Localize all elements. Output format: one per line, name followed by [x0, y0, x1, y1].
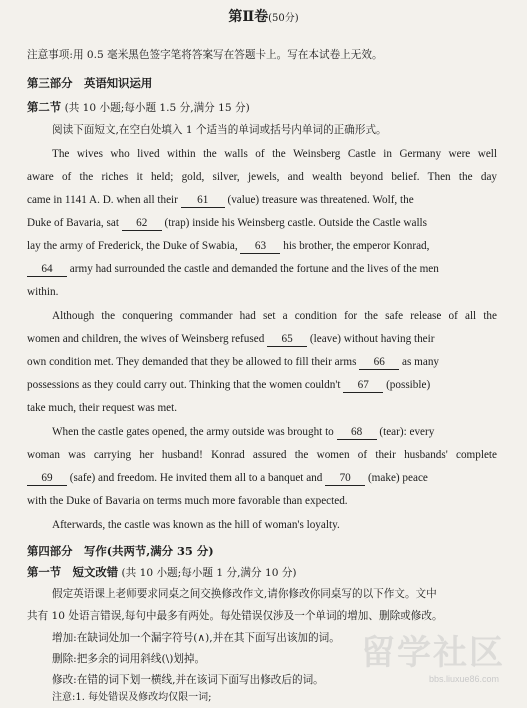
- passage-text: women and children, the wives of Weinsberg refused: [27, 333, 265, 345]
- blank-63: 63: [240, 239, 280, 254]
- notice-text: 注意事项:用 0.5 毫米黑色签字笔将答案写在答题卡上。写在本试卷上无效。: [27, 49, 383, 61]
- blank-65: 65: [267, 332, 307, 347]
- section-title: 第二节: [27, 100, 62, 114]
- passage-line: [27, 378, 497, 393]
- part3-section: [27, 100, 497, 115]
- blank-69: 69: [27, 471, 67, 486]
- passage-line: Afterwards, the castle was known as the hill of woman's loyalty.: [52, 519, 340, 531]
- paper-title: 第Ⅱ卷: [228, 9, 269, 25]
- passage-text: (value) treasure was threatened. Wolf, the: [227, 194, 414, 206]
- instruction-note-1: 注意:1. 每处错误及修改均仅限一词;: [52, 692, 212, 703]
- blank-66: 66: [359, 355, 399, 370]
- instruction-add: 增加:在缺词处加一个漏字符号(∧),并在其下面写出该加的词。: [52, 632, 340, 644]
- blank-67: 67: [343, 378, 383, 393]
- passage-line: Although the conquering commander had set a condition for the safe release of all the: [52, 310, 497, 322]
- blank-64: 64: [27, 262, 67, 277]
- instruction-line: 共有 10 处语言错误,每句中最多有两处。每处错误仅涉及一个单词的增加、删除或修改。: [27, 610, 443, 622]
- instruction-line: 假定英语课上老师要求同桌之间交换修改作文,请你修改你同桌写的以下作文。文中: [52, 588, 437, 600]
- passage-text: came in 1141 A. D. when all their: [27, 194, 178, 206]
- instruction-modify: 修改:在错的词下划一横线,并在该词下面写出修改后的词。: [52, 674, 324, 686]
- passage-line: [27, 193, 497, 208]
- passage-line: within.: [27, 286, 59, 298]
- part4-heading: 第四部分 写作(共两节,满分 35 分): [27, 544, 214, 558]
- watermark-logo: 留学社区: [361, 633, 505, 673]
- passage-line: [27, 262, 497, 277]
- instruction-delete: 删除:把多余的词用斜线(\)划掉。: [52, 653, 206, 665]
- passage-text: (make) peace: [367, 472, 428, 484]
- passage-text: lay the army of Frederick, the Duke of Swabia,: [27, 240, 238, 252]
- section-info: (共 10 小题;每小题 1 分,满分 10 分): [121, 567, 297, 579]
- passage-line: [27, 239, 497, 254]
- passage-line: [27, 471, 497, 486]
- blank-68: 68: [337, 425, 377, 440]
- paper-score: (50分): [268, 13, 299, 24]
- part3-instruction: 阅读下面短文,在空白处填入 1 个适当的单词或括号内单词的正确形式。: [52, 124, 387, 136]
- passage-text: (trap) inside his Weinsberg castle. Outside the Castle walls: [164, 217, 428, 229]
- section-title: 第一节 短文改错: [27, 565, 119, 579]
- passage-text: When the castle gates opened, the army outside was brought to: [52, 426, 334, 438]
- section-info: (共 10 小题;每小题 1.5 分,满分 15 分): [64, 102, 250, 114]
- passage-text: his brother, the emperor Konrad,: [283, 240, 430, 252]
- passage-text: possessions as they could carry out. Thinking that the women couldn't: [27, 379, 341, 391]
- blank-62: 62: [122, 216, 162, 231]
- passage-line: [27, 216, 497, 231]
- passage-text: as many: [402, 356, 440, 368]
- passage-line: [27, 355, 497, 370]
- passage-line: The wives who lived within the walls of the Weinsberg Castle in Germany were well: [52, 148, 497, 160]
- page-title: [0, 6, 527, 26]
- passage-line: [27, 332, 497, 347]
- part4-section: [27, 565, 497, 580]
- passage-text: (safe) and freedom. He invited them all to a banquet and: [69, 472, 323, 484]
- passage-text: Duke of Bavaria, sat: [27, 217, 119, 229]
- passage-text: (tear): every: [379, 426, 435, 438]
- passage-line: [27, 425, 497, 440]
- part3-heading: 第三部分 英语知识运用: [27, 76, 153, 90]
- passage-text: own condition met. They demanded that they be allowed to fill their arms: [27, 356, 357, 368]
- passage-line: aware of the riches it held; gold, silver, jewels, and wealth beyond belief. Then the day: [27, 171, 497, 183]
- passage-line: take much, their request was met.: [27, 402, 178, 414]
- blank-70: 70: [325, 471, 365, 486]
- passage-line: with the Duke of Bavaria on terms much more favorable than expected.: [27, 495, 348, 507]
- passage-line: woman was carrying her husband! Konrad assured the women of their husbands' complete: [27, 449, 497, 461]
- watermark: [354, 633, 519, 698]
- watermark-url: bbs.liuxue86.com: [428, 674, 499, 684]
- passage-text: (possible): [386, 379, 431, 391]
- blank-61: 61: [181, 193, 225, 208]
- passage-text: (leave) without having their: [309, 333, 435, 345]
- passage-text: army had surrounded the castle and demanded the fortune and the lives of the men: [69, 263, 439, 275]
